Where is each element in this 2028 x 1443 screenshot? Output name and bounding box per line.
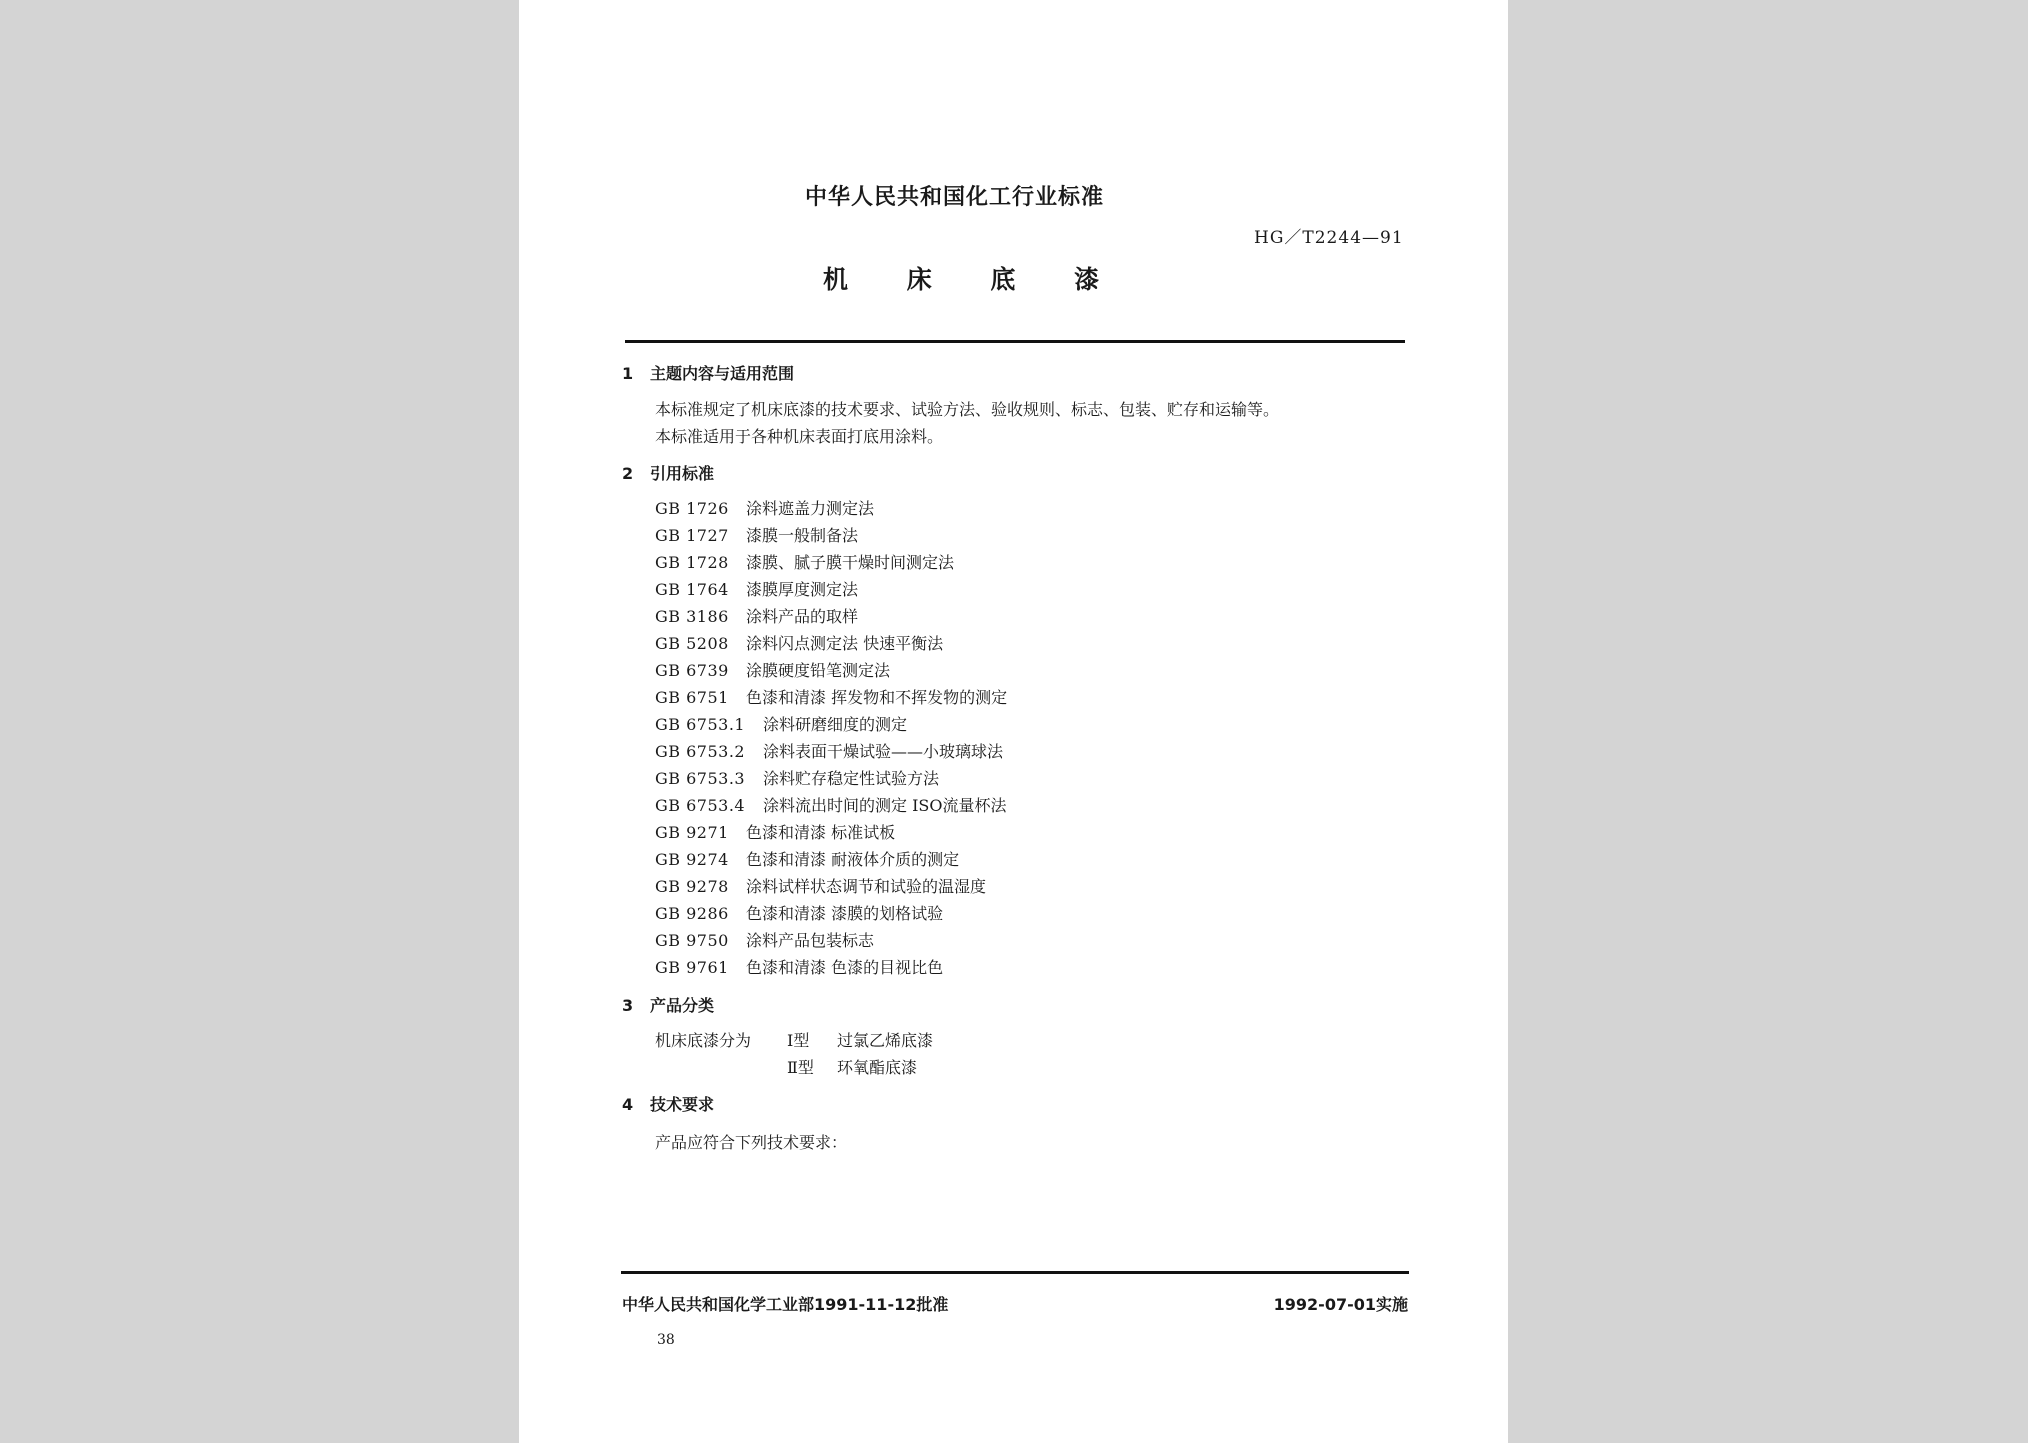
reference-title: 涂料产品的取样 bbox=[746, 607, 859, 626]
section-1-heading bbox=[622, 361, 794, 384]
section-number: 4 bbox=[622, 1095, 634, 1114]
classification-lead: 机床底漆分为 bbox=[655, 1031, 752, 1050]
reference-item bbox=[655, 901, 943, 924]
reference-code: GB 1728 bbox=[655, 553, 729, 572]
reference-code: GB 1764 bbox=[655, 580, 729, 599]
reference-item bbox=[655, 739, 1003, 762]
header-divider bbox=[625, 340, 1405, 343]
section-title: 技术要求 bbox=[650, 1095, 715, 1114]
section-1-paragraph-1: 本标准规定了机床底漆的技术要求、试验方法、验收规则、标志、包装、贮存和运输等。 bbox=[655, 400, 1280, 419]
reference-item bbox=[655, 847, 959, 870]
reference-title: 涂料研磨细度的测定 bbox=[763, 715, 908, 734]
reference-title: 色漆和清漆 耐液体介质的测定 bbox=[746, 850, 960, 869]
reference-code: GB 6739 bbox=[655, 661, 729, 680]
section-number: 1 bbox=[622, 364, 634, 383]
reference-code: GB 6751 bbox=[655, 688, 729, 707]
page-number: 38 bbox=[657, 1332, 675, 1348]
reference-code: GB 5208 bbox=[655, 634, 729, 653]
footer-divider bbox=[621, 1271, 1409, 1274]
reference-title: 涂料贮存稳定性试验方法 bbox=[763, 769, 940, 788]
section-1-paragraph-2: 本标准适用于各种机床表面打底用涂料。 bbox=[655, 427, 944, 446]
standard-title: 中华人民共和国化工行业标准 bbox=[805, 185, 1105, 210]
reference-code: GB 9761 bbox=[655, 958, 729, 977]
reference-item bbox=[655, 685, 1007, 708]
reference-title: 涂料流出时间的测定 ISO流量杯法 bbox=[763, 796, 1007, 815]
reference-code: GB 9278 bbox=[655, 877, 729, 896]
reference-item bbox=[655, 793, 1007, 816]
reference-title: 涂料产品包装标志 bbox=[746, 931, 875, 950]
document-page bbox=[519, 0, 1508, 1443]
reference-item bbox=[655, 658, 890, 681]
reference-title: 涂料试样状态调节和试验的温湿度 bbox=[746, 877, 987, 896]
reference-title: 漆膜厚度测定法 bbox=[746, 580, 859, 599]
reference-title: 色漆和清漆 漆膜的划格试验 bbox=[746, 904, 944, 923]
reference-item bbox=[655, 712, 907, 735]
reference-item bbox=[655, 928, 874, 951]
section-title: 主题内容与适用范围 bbox=[650, 364, 795, 383]
section-4-paragraph: 产品应符合下列技术要求： bbox=[655, 1133, 848, 1152]
reference-code: GB 9271 bbox=[655, 823, 729, 842]
reference-code: GB 1726 bbox=[655, 499, 729, 518]
reference-title: 涂料表面干燥试验——小玻璃球法 bbox=[763, 742, 1004, 761]
reference-item bbox=[655, 550, 954, 573]
section-3-heading bbox=[622, 993, 714, 1016]
reference-code: GB 1727 bbox=[655, 526, 729, 545]
reference-code: GB 9750 bbox=[655, 931, 729, 950]
reference-item bbox=[655, 577, 858, 600]
reference-title: 涂料遮盖力测定法 bbox=[746, 499, 875, 518]
classification-name-1: 过氯乙烯底漆 bbox=[837, 1031, 934, 1050]
effective-date: 1992-07-01实施 bbox=[1273, 1295, 1408, 1314]
reference-title: 涂膜硬度铅笔测定法 bbox=[746, 661, 891, 680]
approval-statement: 中华人民共和国化学工业部1991-11-12批准 bbox=[622, 1295, 949, 1314]
reference-code: GB 6753.1 bbox=[655, 715, 746, 734]
reference-title: 涂料闪点测定法 快速平衡法 bbox=[746, 634, 944, 653]
document-title: 机 床 底 漆 bbox=[823, 265, 1101, 294]
section-number: 2 bbox=[622, 464, 634, 483]
classification-name-2: 环氧酯底漆 bbox=[837, 1058, 918, 1077]
reference-item bbox=[655, 604, 858, 627]
reference-code: GB 6753.4 bbox=[655, 796, 746, 815]
standard-code: HG／T2244—91 bbox=[1254, 228, 1404, 248]
reference-title: 色漆和清漆 挥发物和不挥发物的测定 bbox=[746, 688, 1008, 707]
section-title: 引用标准 bbox=[650, 464, 715, 483]
reference-item bbox=[655, 631, 943, 654]
reference-title: 漆膜、腻子膜干燥时间测定法 bbox=[746, 553, 955, 572]
section-4-heading bbox=[622, 1092, 714, 1115]
classification-type-1: Ⅰ型 bbox=[787, 1031, 810, 1050]
reference-title: 漆膜一般制备法 bbox=[746, 526, 859, 545]
reference-code: GB 9286 bbox=[655, 904, 729, 923]
reference-item bbox=[655, 523, 858, 546]
reference-item bbox=[655, 874, 986, 897]
reference-item bbox=[655, 820, 895, 843]
reference-item bbox=[655, 766, 939, 789]
reference-code: GB 6753.3 bbox=[655, 769, 746, 788]
reference-code: GB 6753.2 bbox=[655, 742, 746, 761]
reference-item bbox=[655, 955, 943, 978]
reference-code: GB 9274 bbox=[655, 850, 729, 869]
section-2-heading bbox=[622, 461, 714, 484]
reference-code: GB 3186 bbox=[655, 607, 729, 626]
reference-title: 色漆和清漆 标准试板 bbox=[746, 823, 896, 842]
classification-type-2: Ⅱ型 bbox=[787, 1058, 814, 1077]
section-title: 产品分类 bbox=[650, 996, 715, 1015]
reference-item bbox=[655, 496, 874, 519]
reference-title: 色漆和清漆 色漆的目视比色 bbox=[746, 958, 944, 977]
section-number: 3 bbox=[622, 996, 634, 1015]
